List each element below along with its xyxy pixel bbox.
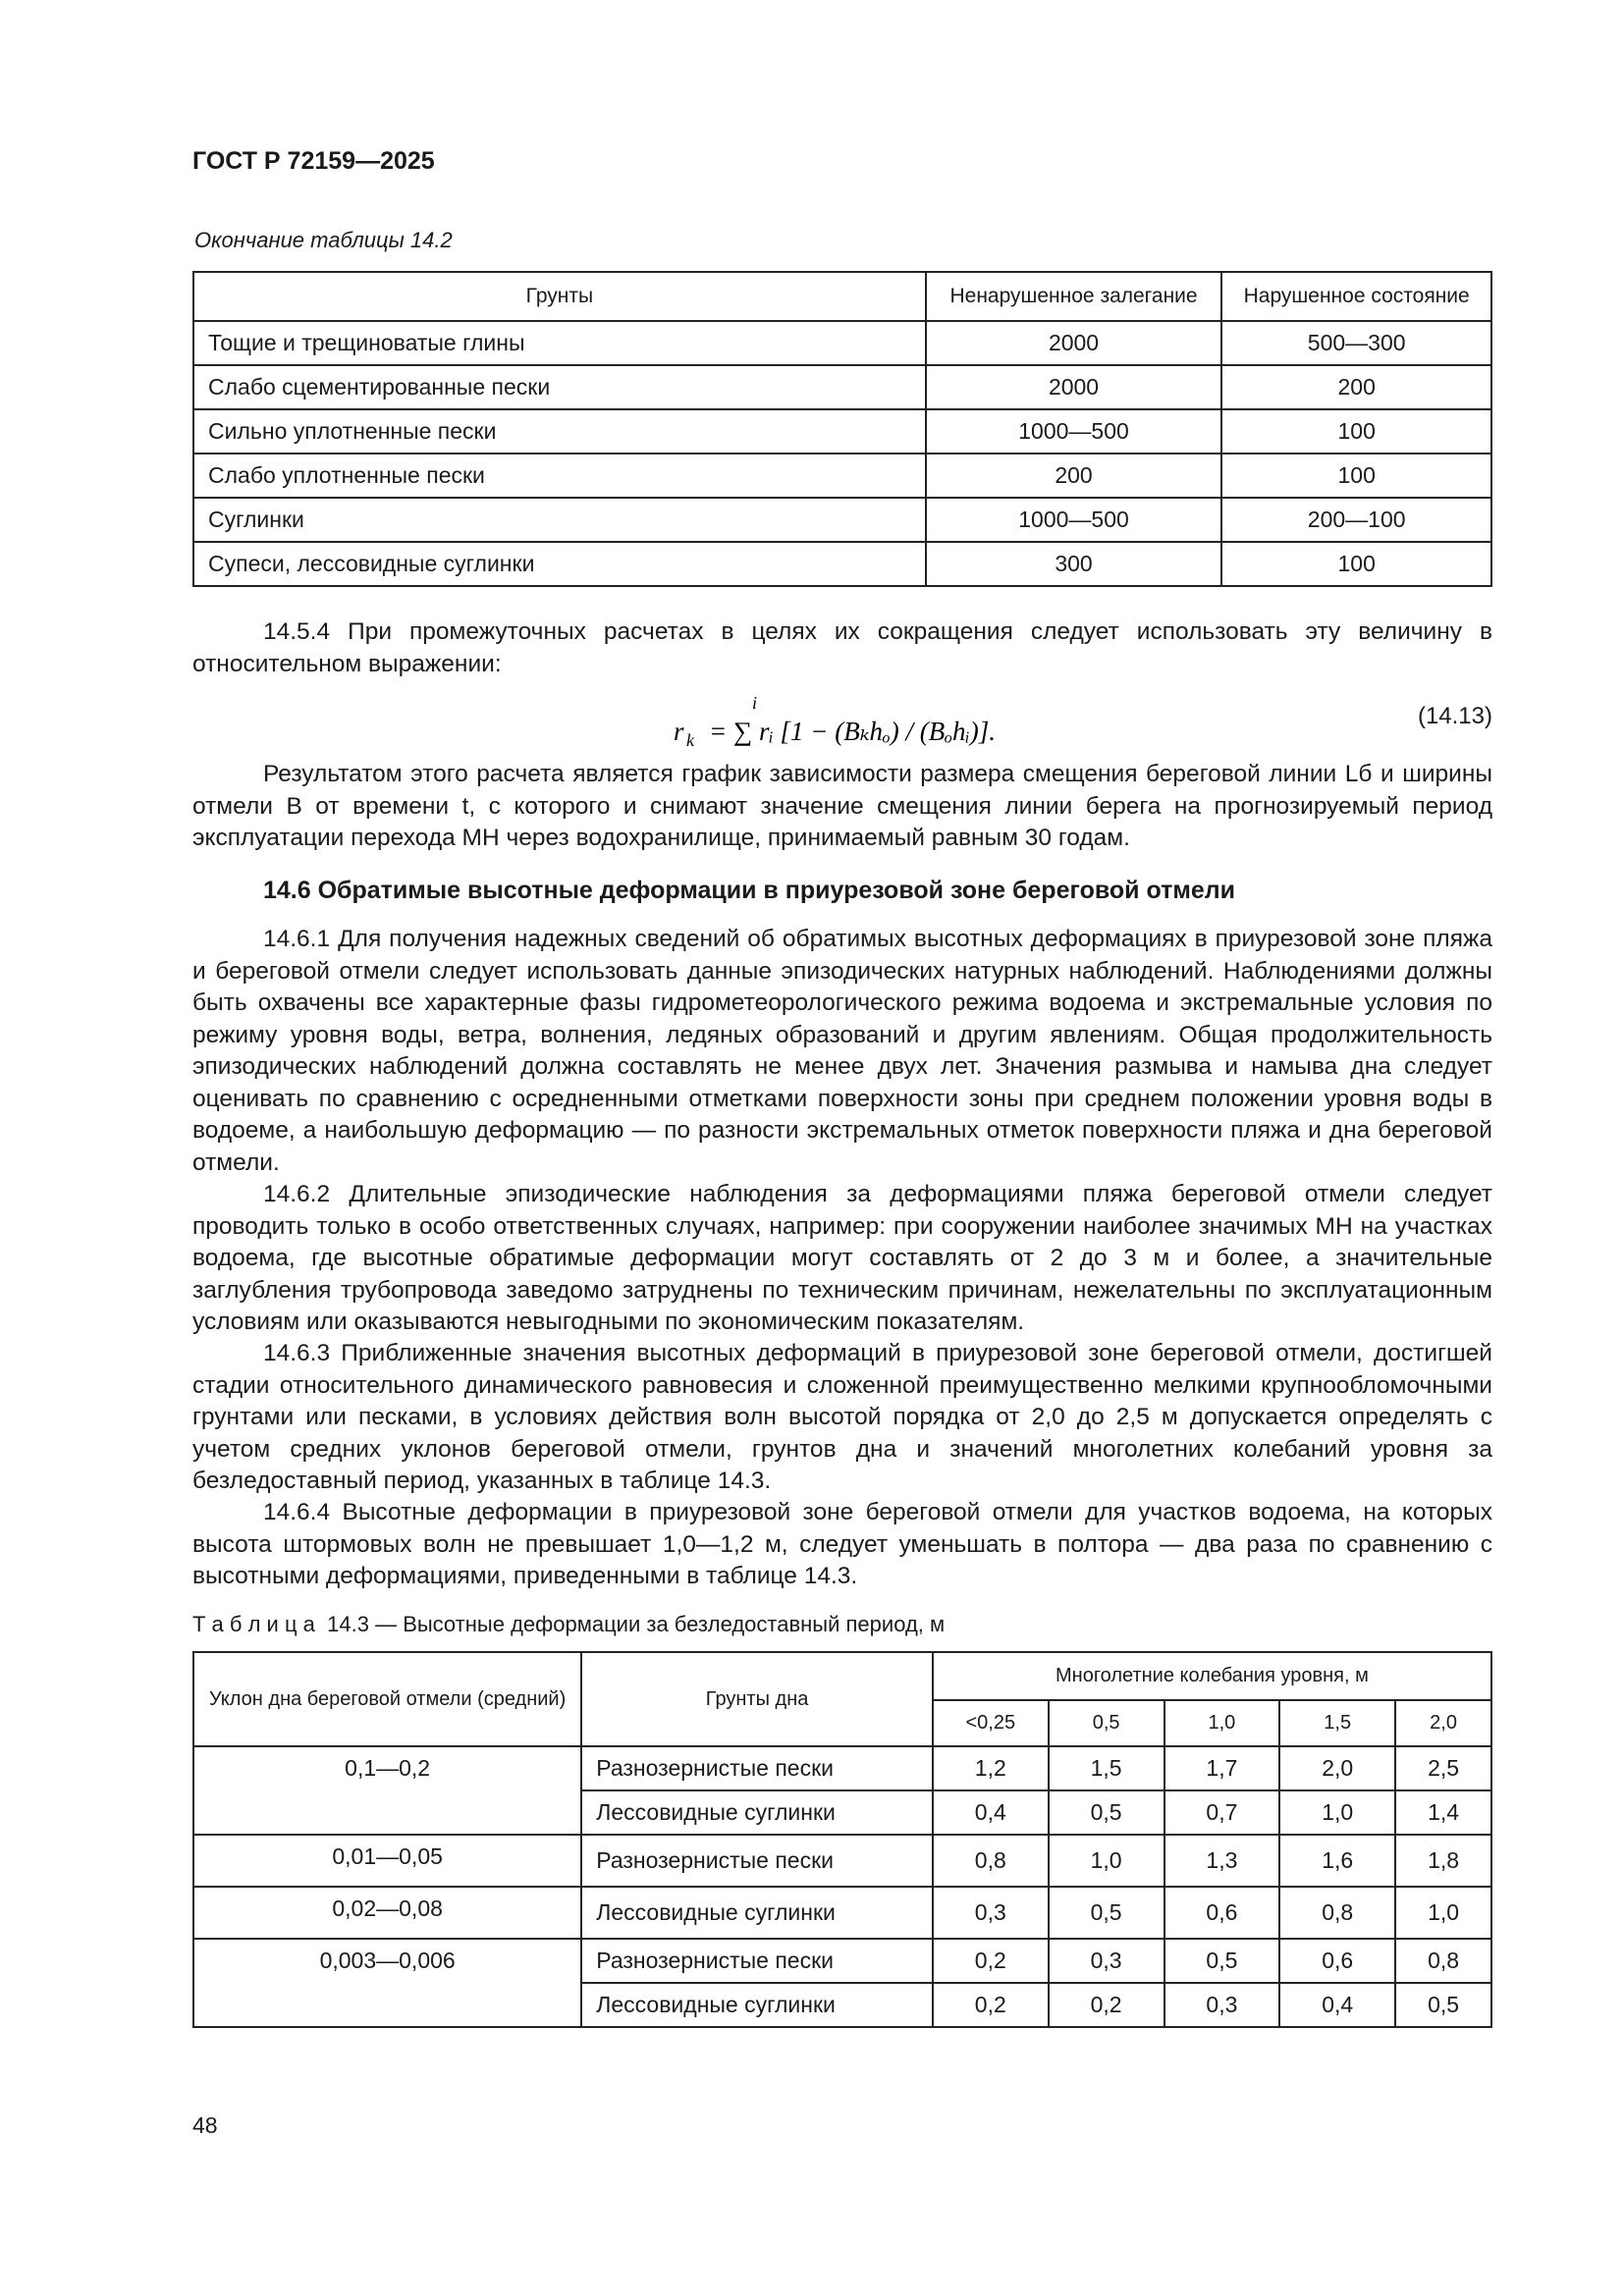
deformation-value-cell: 0,6 — [1164, 1887, 1280, 1939]
slope-cell: 0,1—0,2 — [193, 1746, 581, 1835]
table-row — [193, 1887, 1491, 1939]
deformation-value-cell: 1,4 — [1395, 1790, 1491, 1835]
paragraph-14-6-2: 14.6.2 Длительные эпизодические наблюдения за деформациями пляжа береговой отмели следует проводить только в особо ответственных случаях, например: при сооружении наиболее значимых МН на участках водоема, где высотные обратимые деформации могут составлять от 2 до 3 м и более, а значительные заглубления трубопровода заведомо затруднены по техническим причинам, нежелательны по эксплуатационным условиям или оказываются невыгодными по экономическим показателям. — [192, 1181, 1492, 1335]
bottom-soil-cell: Лессовидные суглинки — [581, 1887, 933, 1939]
table-row — [193, 365, 1491, 409]
header-level-fluctuations: Многолетние колебания уровня, м — [933, 1652, 1491, 1700]
table-row — [193, 1746, 1491, 1790]
header-bottom-soils: Грунты дна — [581, 1652, 933, 1746]
undisturbed-value-cell: 1000—500 — [926, 409, 1222, 454]
table-caption-text: 14.3 — Высотные деформации за безледоставный период, м — [327, 1612, 946, 1636]
deformation-table-14-3 — [192, 1651, 1492, 2028]
soil-name-cell: Сильно уплотненные пески — [193, 409, 926, 454]
table-14-3-caption — [192, 1612, 945, 1637]
table-row — [193, 454, 1491, 498]
deformation-value-cell: 0,3 — [1049, 1939, 1164, 1983]
disturbed-value-cell: 100 — [1221, 409, 1491, 454]
deformation-value-cell: 0,4 — [933, 1790, 1049, 1835]
deformation-value-cell: 0,5 — [1049, 1790, 1164, 1835]
paragraph-14-6-1: 14.6.1 Для получения надежных сведений об обратимых высотных деформациях в приурезовой зоне пляжа и береговой отмели следует использовать данные эпизодических натурных наблюдений. Наблюдениями должны быть охвачены все характерные фазы гидрометеорологического режима водоема и экстремальные условия по режиму уровня воды, ветра, волнения, ледяных образований и другим явлениям. Общая продолжительность эпизодических наблюдений должна составлять не менее двух лет. Значения размыва и намыва дна следует оценивать по сравнению с осредненными отметками поверхности зоны при среднем положении уровня воды в водоеме, а наибольшую деформацию — по разности экстремальных отметок поверхности пляжа и дна береговой отмели. — [192, 926, 1492, 1176]
undisturbed-value-cell: 2000 — [926, 365, 1222, 409]
deformation-value-cell: 0,2 — [933, 1983, 1049, 2027]
undisturbed-value-cell: 200 — [926, 454, 1222, 498]
disturbed-value-cell: 200 — [1221, 365, 1491, 409]
slope-cell: 0,01—0,05 — [193, 1835, 581, 1887]
soil-name-cell: Слабо уплотненные пески — [193, 454, 926, 498]
deformation-value-cell: 0,3 — [933, 1887, 1049, 1939]
disturbed-value-cell: 100 — [1221, 542, 1491, 586]
formula-lhs-sub: k — [686, 730, 694, 750]
level-column-header: <0,25 — [933, 1700, 1049, 1746]
deformation-value-cell: 1,6 — [1279, 1835, 1395, 1887]
page-number: 48 — [192, 2112, 218, 2138]
table-row — [193, 321, 1491, 365]
deformation-value-cell: 0,5 — [1049, 1887, 1164, 1939]
level-column-header: 1,5 — [1279, 1700, 1395, 1746]
section-heading-14-6: 14.6 Обратимые высотные деформации в приурезовой зоне береговой отмели — [263, 877, 1236, 904]
deformation-value-cell: 2,5 — [1395, 1746, 1491, 1790]
level-column-header: 2,0 — [1395, 1700, 1491, 1746]
slope-cell: 0,003—0,006 — [193, 1939, 581, 2027]
paragraph-14-6-4: 14.6.4 Высотные деформации в приурезовой зоне береговой отмели для участков водоема, на которых высота штормовых волн не превышает 1,0—1,2 м, следует уменьшать в полтора — два раза по сравнению с высотными деформациями, приведенными в таблице 14.3. — [192, 1499, 1492, 1589]
deformation-value-cell: 0,2 — [1049, 1983, 1164, 2027]
soil-table-14-2 — [192, 271, 1492, 587]
bottom-soil-cell: Разнозернистые пески — [581, 1746, 933, 1790]
header-soils: Грунты — [193, 272, 926, 321]
bottom-soil-cell: Лессовидные суглинки — [581, 1983, 933, 2027]
formula-lhs: r — [674, 717, 684, 746]
deformation-value-cell: 2,0 — [1279, 1746, 1395, 1790]
paragraph-14-5-4: 14.5.4 При промежуточных расчетах в целях их сокращения следует использовать эту величину в относительном выражении: — [192, 618, 1492, 677]
formula-14-13 — [674, 693, 1047, 769]
level-column-header: 1,0 — [1164, 1700, 1280, 1746]
table-body — [193, 321, 1491, 586]
formula-graphic — [674, 693, 1047, 762]
soil-name-cell: Супеси, лессовидные суглинки — [193, 542, 926, 586]
table-continuation-caption: Окончание таблицы 14.2 — [194, 228, 453, 252]
deformation-value-cell: 1,8 — [1395, 1835, 1491, 1887]
paragraph-14-6-3: 14.6.3 Приближенные значения высотных деформаций в приурезовой зоне береговой отмели, достигшей стадии относительного динамического равновесия и сложенной преимущественно мелкими крупнообломочными грунтами или песками, в условиях действия волн высотой порядка от 2,0 до 2,5 м допускается определять с учетом средних уклонов береговой отмели, грунтов дна и значений многолетних колебаний уровня за безледоставный период, указанных в таблице 14.3. — [192, 1340, 1492, 1494]
document-code: ГОСТ Р 72159—2025 — [192, 147, 435, 175]
table-row — [193, 542, 1491, 586]
header-disturbed: Нарушенное состояние — [1221, 272, 1491, 321]
undisturbed-value-cell: 300 — [926, 542, 1222, 586]
slope-cell: 0,02—0,08 — [193, 1887, 581, 1939]
formula-body: = ∑ rᵢ [1 − (Bₖhₒ) / (Bₒhᵢ)]. — [709, 717, 996, 746]
deformation-value-cell: 0,8 — [1395, 1939, 1491, 1983]
table-row — [193, 409, 1491, 454]
deformation-value-cell: 0,2 — [933, 1939, 1049, 1983]
table-row — [193, 1835, 1491, 1887]
deformation-value-cell: 0,7 — [1164, 1790, 1280, 1835]
table-caption-label: Т а б л и ц а — [192, 1612, 315, 1636]
paragraph-result: Результатом этого расчета является график зависимости размера смещения береговой линии Lб и ширины отмели B от времени t, с которого и снимают значение смещения линии берега на прогнозируемый период эксплуатации перехода МН через водохранилище, принимаемый равным 30 годам. — [192, 761, 1492, 851]
header-slope: Уклон дна береговой отмели (средний) — [193, 1652, 581, 1746]
deformation-value-cell: 1,5 — [1049, 1746, 1164, 1790]
table-header-row — [193, 272, 1491, 321]
table-header-row — [193, 1652, 1491, 1700]
formula-number: (14.13) — [1417, 703, 1492, 729]
deformation-value-cell: 0,5 — [1395, 1983, 1491, 2027]
deformation-value-cell: 1,2 — [933, 1746, 1049, 1790]
disturbed-value-cell: 200—100 — [1221, 498, 1491, 542]
deformation-value-cell: 0,8 — [1279, 1887, 1395, 1939]
disturbed-value-cell: 500—300 — [1221, 321, 1491, 365]
deformation-value-cell: 0,3 — [1164, 1983, 1280, 2027]
deformation-value-cell: 0,8 — [933, 1835, 1049, 1887]
bottom-soil-cell: Разнозернистые пески — [581, 1835, 933, 1887]
soil-name-cell: Суглинки — [193, 498, 926, 542]
deformation-value-cell: 1,0 — [1395, 1887, 1491, 1939]
disturbed-value-cell: 100 — [1221, 454, 1491, 498]
level-column-header: 0,5 — [1049, 1700, 1164, 1746]
bottom-soil-cell: Лессовидные суглинки — [581, 1790, 933, 1835]
undisturbed-value-cell: 1000—500 — [926, 498, 1222, 542]
table-body — [193, 1746, 1491, 2027]
deformation-value-cell: 1,3 — [1164, 1835, 1280, 1887]
deformation-value-cell: 0,4 — [1279, 1983, 1395, 2027]
deformation-value-cell: 1,0 — [1279, 1790, 1395, 1835]
deformation-value-cell: 0,6 — [1279, 1939, 1395, 1983]
deformation-value-cell: 1,7 — [1164, 1746, 1280, 1790]
table-row — [193, 498, 1491, 542]
bottom-soil-cell: Разнозернистые пески — [581, 1939, 933, 1983]
header-undisturbed: Ненарушенное залегание — [926, 272, 1222, 321]
deformation-value-cell: 1,0 — [1049, 1835, 1164, 1887]
undisturbed-value-cell: 2000 — [926, 321, 1222, 365]
formula-sum-upper: i — [752, 693, 758, 713]
soil-name-cell: Тощие и трещиноватые глины — [193, 321, 926, 365]
table-row — [193, 1939, 1491, 1983]
soil-name-cell: Слабо сцементированные пески — [193, 365, 926, 409]
deformation-value-cell: 0,5 — [1164, 1939, 1280, 1983]
